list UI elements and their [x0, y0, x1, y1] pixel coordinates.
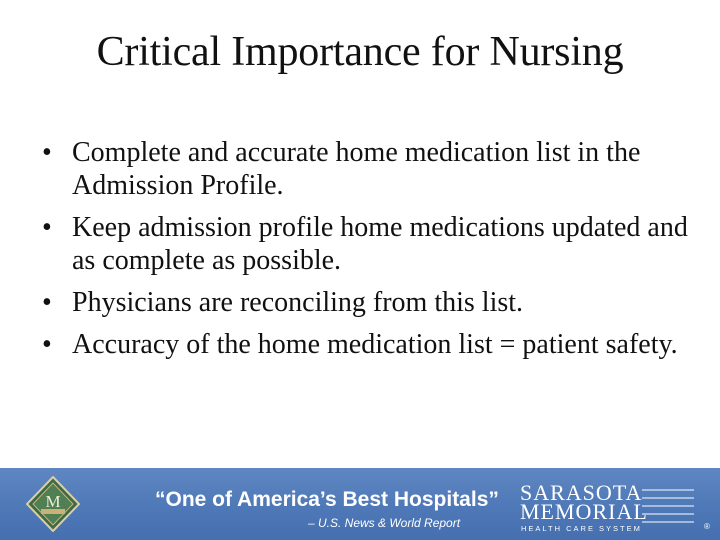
footer-banner	[0, 468, 720, 540]
brand-wordmark	[520, 482, 710, 536]
bullet-text: Accuracy of the home medication list = patient safety.	[72, 329, 678, 360]
bullet-dot: •	[42, 329, 52, 360]
bullet-dot: •	[42, 287, 52, 318]
bullet-text: Physicians are reconciling from this list.	[72, 287, 524, 318]
bullet-item	[42, 136, 692, 202]
award-quote: “One of America’s Best Hospitals”	[155, 488, 499, 511]
brand-tagline: HEALTH CARE SYSTEM	[521, 524, 642, 533]
seal-letter: M	[45, 492, 61, 511]
bullet-item	[42, 286, 692, 319]
quote-attribution: – U.S. News & World Report	[308, 516, 461, 530]
brand-rules-graphic	[640, 486, 696, 526]
hospital-seal-logo	[26, 476, 80, 532]
bullet-list	[42, 136, 692, 370]
bullet-text: Complete and accurate home medication list in the Admission Profile.	[72, 137, 641, 201]
slide-title: Critical Importance for Nursing	[96, 29, 624, 75]
bullet-item	[42, 328, 692, 361]
brand-name-line2: MEMORIAL	[520, 499, 648, 524]
bullet-dot: •	[42, 137, 52, 168]
bullet-dot: •	[42, 212, 52, 243]
bullet-text: Keep admission profile home medications updated and as complete as possible.	[72, 212, 688, 276]
bullet-item	[42, 211, 692, 277]
brand-name-line1: SARASOTA	[520, 480, 643, 505]
registered-mark: ®	[704, 522, 710, 531]
